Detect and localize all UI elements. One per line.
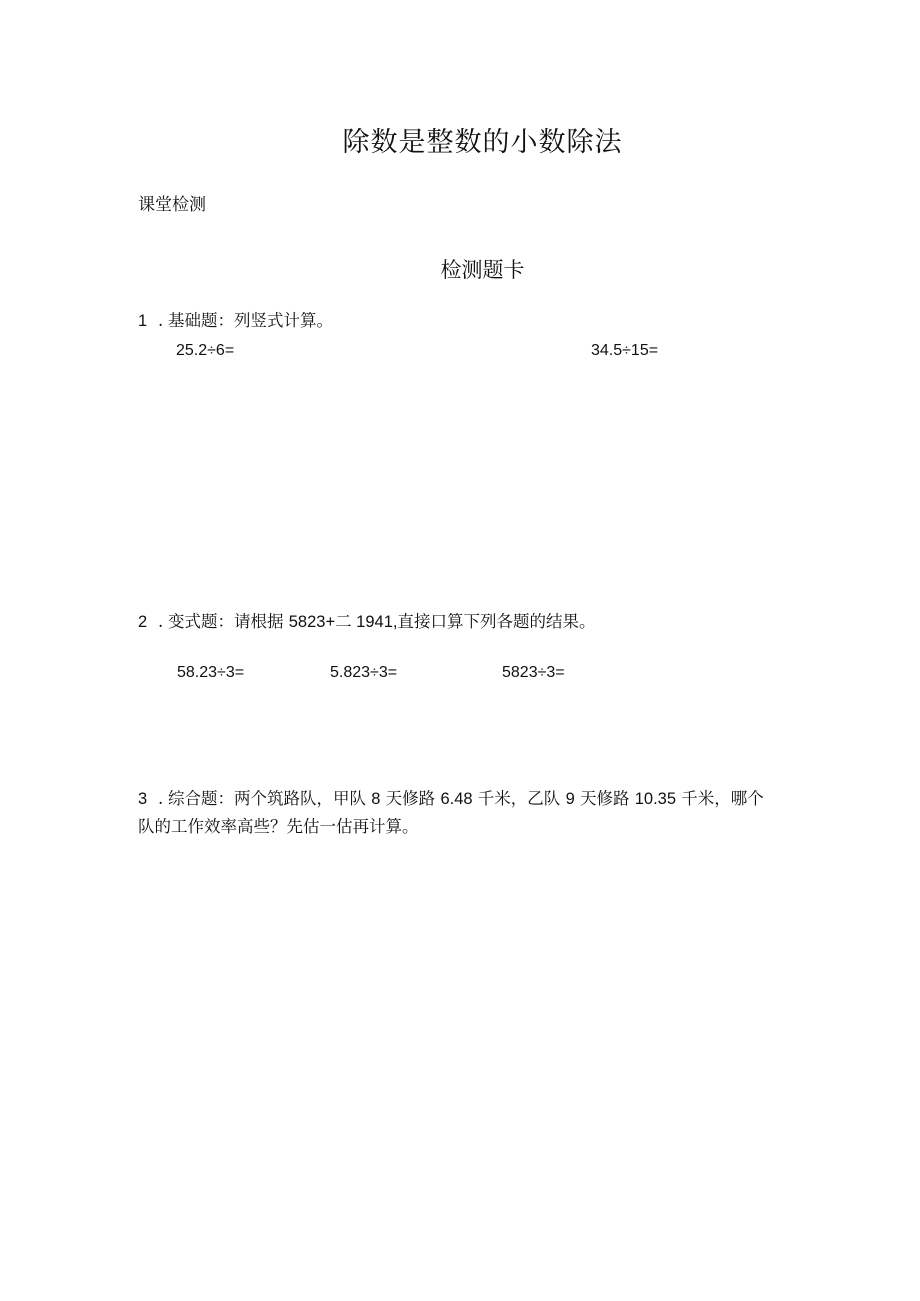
q3-text-d: 6.48	[440, 790, 473, 808]
question-prefix: .	[158, 311, 164, 330]
question-number: 2	[138, 613, 148, 631]
card-title: 检测题卡	[440, 258, 525, 282]
page-title: 除数是整数的小数除法	[342, 127, 623, 158]
expression-1b: 34.5÷15=	[591, 342, 659, 359]
question-1	[138, 307, 333, 335]
question-number: 1	[138, 312, 148, 330]
q3-text-f: 9	[565, 790, 575, 808]
section-label: 课堂检测	[138, 195, 206, 215]
question-number: 3	[138, 790, 148, 808]
expression-2a: 58.23÷3=	[177, 664, 245, 681]
question-text: 基础题：列竖式计算。	[168, 311, 333, 330]
question-2	[138, 608, 595, 636]
expression-2b: 5.823÷3=	[330, 664, 398, 681]
question-text-c: 直接口算下列各题的结果。	[397, 612, 596, 631]
question-3-line-1	[138, 785, 838, 813]
q3-text-c: 天修路	[380, 789, 441, 808]
question-text-a: 变式题：请根据	[168, 612, 289, 631]
q3-text-h: 10.35	[634, 790, 677, 808]
expression-2c: 5823÷3=	[502, 664, 565, 681]
question-3-line-2: 队的工作效率高些？先估一估再计算。	[138, 817, 419, 836]
q3-text-e: 千米，乙队	[472, 789, 566, 808]
expression-1a: 25.2÷6=	[176, 342, 235, 359]
q3-text-g: 天修路	[574, 789, 635, 808]
q3-text-a: 综合题：两个筑路队，甲队	[168, 789, 372, 808]
question-prefix: .	[158, 612, 164, 631]
question-text-b: 5823+二 1941,	[288, 613, 398, 631]
question-prefix: .	[158, 789, 164, 808]
q3-text-b: 8	[371, 790, 381, 808]
question-3	[138, 785, 838, 841]
q3-text-i: 千米，哪个	[676, 789, 764, 808]
